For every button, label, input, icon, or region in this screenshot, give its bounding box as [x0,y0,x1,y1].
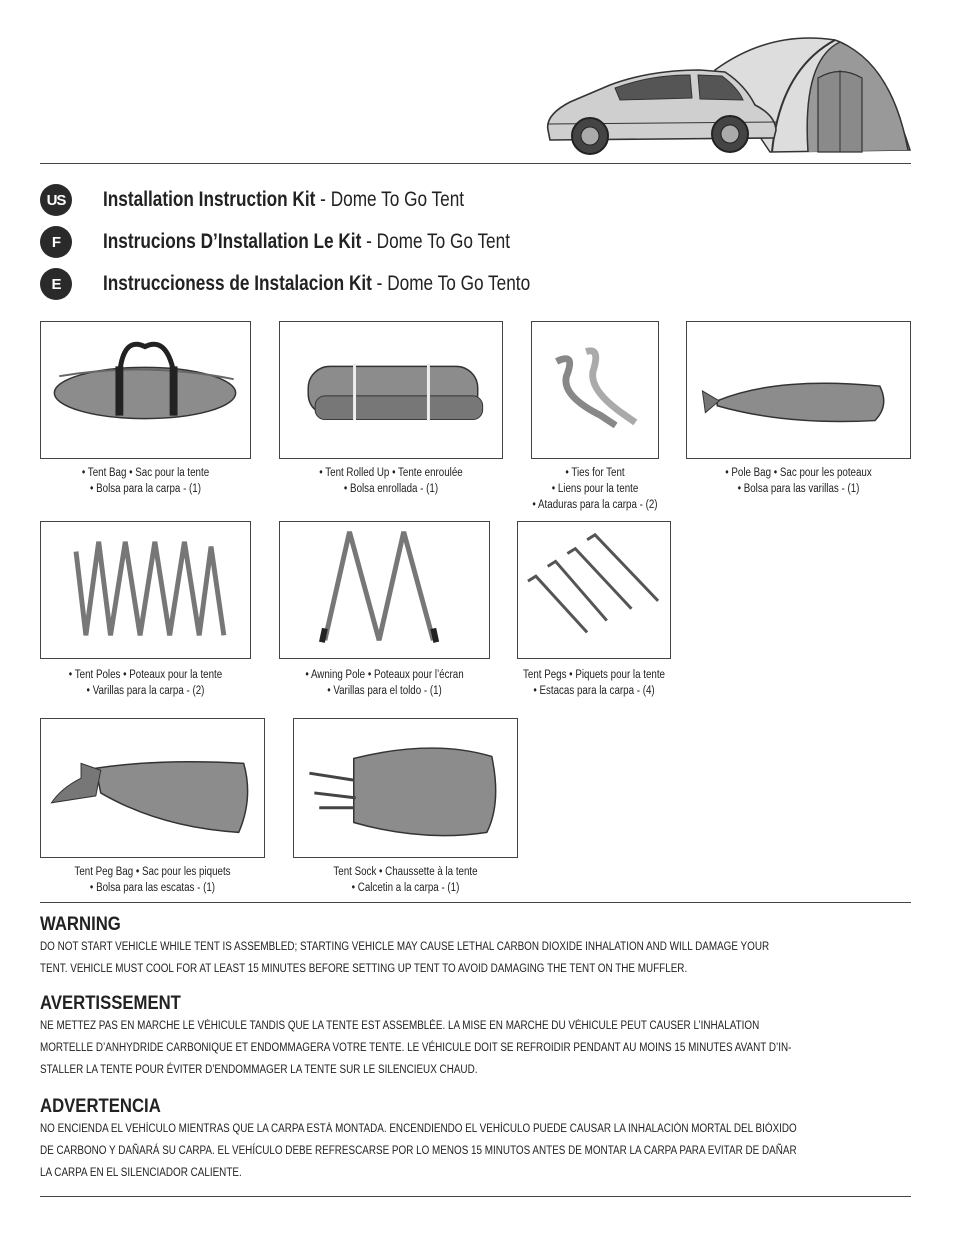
tent-poles-image [40,521,251,659]
pole-bag-image [686,321,911,459]
title-row-es [40,267,624,301]
caption-tent-bag: • Tent Bag • Sac pour la tente • Bolsa para la carpa - (1) [81,467,210,495]
caption-tent-pegs: Tent Pegs • Piquets pour la tente • Estacas para la carpa - (4) [522,669,666,697]
caption-tent-ties: • Ties for Tent • Liens pour la tente • Ataduras para la carpa - (2) [532,467,658,511]
warnings-divider [40,902,911,903]
warning-es-heading: ADVERTENCIA [40,1096,161,1117]
tent-pegs-image [517,521,671,659]
warning-en [40,914,910,980]
bottom-divider [40,1196,911,1197]
caption-pole-bag: • Pole Bag • Sac pour les poteaux • Bolsa para las varillas - (1) [725,467,872,495]
warning-fr [40,993,910,1081]
title-fr: Instrucions D’Installation Le Kit - Dome To Go Tent [103,230,511,253]
caption-tent-poles: • Tent Poles • Poteaux pour la tente • Varillas para la carpa - (2) [68,669,223,697]
title-row-fr [40,225,599,259]
us-language-badge: US [40,184,72,216]
tent-bag-image [40,321,251,459]
warning-en-heading: WARNING [40,914,121,935]
caption-awning-pole: • Awning Pole • Poteaux pour l’écran • Varillas para el toldo - (1) [305,669,464,697]
fr-language-badge: F [40,226,72,258]
caption-tent-rolled-up: • Tent Rolled Up • Tente enroulée • Bolsa enrollada - (1) [319,467,463,495]
warning-es-text: NO ENCIENDA EL VEHÍCULO MIENTRAS QUE LA CARPA ESTÁ MONTADA. ENCENDIENDO EL VEHÍCULO PUEDE CAUSAR LA INHALACIÓN MORTAL DEL BIÓXIDO DE CARBONO Y DAÑARÁ SU CARPA. EL VEHÍCULO DEBE REFRESCARSE POR LO MENOS 15 MINUTOS ANTES DE MONTAR LA CARPA PARA EVITAR DE DAÑAR LA CARPA EN EL SILENCIADOR CALIENTE. [40,1123,797,1179]
es-language-badge: E [40,268,72,300]
top-divider [40,163,911,164]
caption-tent-peg-bag: Tent Peg Bag • Sac pour les piquets • Bolsa para las escatas - (1) [74,866,231,894]
tent-ties-image [531,321,659,459]
warning-fr-text: NE METTEZ PAS EN MARCHE LE VÉHICULE TANDIS QUE LA TENTE EST ASSEMBLÉE. LA MISE EN MARCHE DU VÉHICULE PEUT CAUSER L’INHALATION MORTELLE D’ANHYDRIDE CARBONIQUE ET ENDOMMAGERA VOTRE TENTE. LE VÉHICULE DOIT SE REFROIDIR PENDANT AU MOINS 15 MINUTES AVANT D’IN-STALLER LA TENTE POUR ÉVITER D’ENDOMMAGER LA TENTE SUR LE SILENCIEUX CHAUD. [40,1020,792,1076]
title-us: Installation Instruction Kit - Dome To Go Tent [103,188,465,211]
title-es: Instruccioness de Instalacion Kit - Dome To Go Tento [103,272,531,295]
awning-pole-image [279,521,490,659]
title-row-us [40,183,543,217]
car-tent-illustration [540,30,915,160]
warning-fr-heading: AVERTISSEMENT [40,993,181,1014]
tent-sock-image [293,718,518,858]
tent-rolled-up-image [279,321,503,459]
tent-peg-bag-image [40,718,265,858]
warning-es [40,1096,910,1184]
warning-en-text: DO NOT START VEHICLE WHILE TENT IS ASSEMBLED; STARTING VEHICLE MAY CAUSE LETHAL CARBON DIOXIDE INHALATION AND WILL DAMAGE YOUR TENT. VEHICLE MUST COOL FOR AT LEAST 15 MINUTES BEFORE SETTING UP TENT TO AVOID DAMAGING THE TENT ON THE MUFFLER. [40,941,770,975]
caption-tent-sock: Tent Sock • Chaussette à la tente • Calcetin a la carpa - (1) [333,866,478,894]
